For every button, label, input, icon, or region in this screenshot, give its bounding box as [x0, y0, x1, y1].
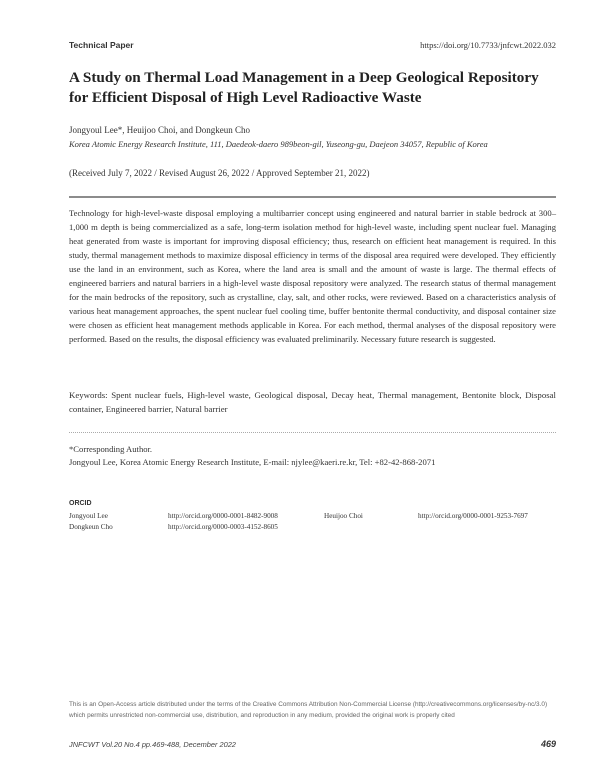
abstract-text: Technology for high-level-waste disposal employing a multibarrier concept using engineered and natural barrier in stable bedrock at 300–1,000 m depth is being commercialized as a safe, long-term isolation method for high-level waste, including spent nuclear fuel. Managing heat generated from waste is important for improving disposal efficiency; thus, research on efficient heat management is required. In this study, thermal management methods to maximize disposal efficiency in terms of the disposal area required were developed. They efficiently use the land in an environment, such as Korea, where the land area is small and the amount of waste is large. The thermal effects of engineered barriers and natural barriers in a high-level waste disposal repository were analyzed. The research status of thermal management for the main bedrocks of the repository, such as crystalline, clay, salt, and other rocks, were reviewed. Based on a characteristics analysis of various heat management approaches, the spent nuclear fuel cooling time, buffer bentonite thermal conductivity, and disposal container size were chosen as efficient heat management methods applicable in Korea. For each method, thermal analyses of the disposal repository were performed. Based on the results, the disposal efficiency was evaluated preliminarily. Necessary future research is suggested. — [69, 208, 556, 344]
article-type-label: Technical Paper — [69, 40, 134, 50]
doi-link[interactable]: https://doi.org/10.7733/jnfcwt.2022.032 — [420, 40, 556, 50]
paper-title-line-1: A Study on Thermal Load Management in a Deep Geological Repository — [69, 69, 539, 86]
paper-title-line-2: for Efficient Disposal of High Level Radioactive Waste — [69, 89, 422, 106]
orcid-link[interactable]: http://orcid.org/0000-0001-8482-9008 — [168, 512, 278, 520]
footnote-divider — [69, 432, 556, 433]
orcid-name: Jongyoul Lee — [69, 512, 108, 520]
orcid-name: Dongkeun Cho — [69, 523, 113, 531]
keywords: Keywords: Spent nuclear fuels, High-level waste, Geological disposal, Decay heat, Thermal management, Bentonite block, Disposal container, Engineered barrier, Natural barrier — [69, 390, 556, 414]
corresponding-author-detail: Jongyoul Lee, Korea Atomic Energy Research Institute, E-mail: njylee@kaeri.re.kr, Tel: +82-42-868-2071 — [69, 457, 436, 467]
section-divider — [69, 196, 556, 198]
author-affiliation: Korea Atomic Energy Research Institute, 111, Daedeok-daero 989beon-gil, Yuseong-gu, Daejeon 34057, Republic of Korea — [69, 139, 488, 149]
orcid-name: Heuijoo Choi — [324, 512, 363, 520]
journal-citation: JNFCWT Vol.20 No.4 pp.469-488, December 2022 — [69, 740, 236, 749]
author-list: Jongyoul Lee*, Heuijoo Choi, and Dongkeun Cho — [69, 125, 250, 135]
paper-title — [69, 68, 559, 108]
orcid-heading: ORCID — [69, 500, 92, 507]
license-notice: This is an Open-Access article distributed under the terms of the Creative Commons Attribution Non-Commercial License (http://creativecommons.org/licenses/by-nc/3.0) which permits unrestricted non-commercial use, distribution, and reproduction in any medium, provided the original work is properly cited — [69, 701, 548, 719]
submission-dates: (Received July 7, 2022 / Revised August 26, 2022 / Approved September 21, 2022) — [69, 168, 370, 178]
corresponding-author-label: *Corresponding Author. — [69, 444, 153, 454]
orcid-link[interactable]: http://orcid.org/0000-0001-9253-7697 — [418, 512, 528, 520]
page-number: 469 — [540, 739, 556, 749]
orcid-link[interactable]: http://orcid.org/0000-0003-4152-8605 — [168, 523, 278, 531]
